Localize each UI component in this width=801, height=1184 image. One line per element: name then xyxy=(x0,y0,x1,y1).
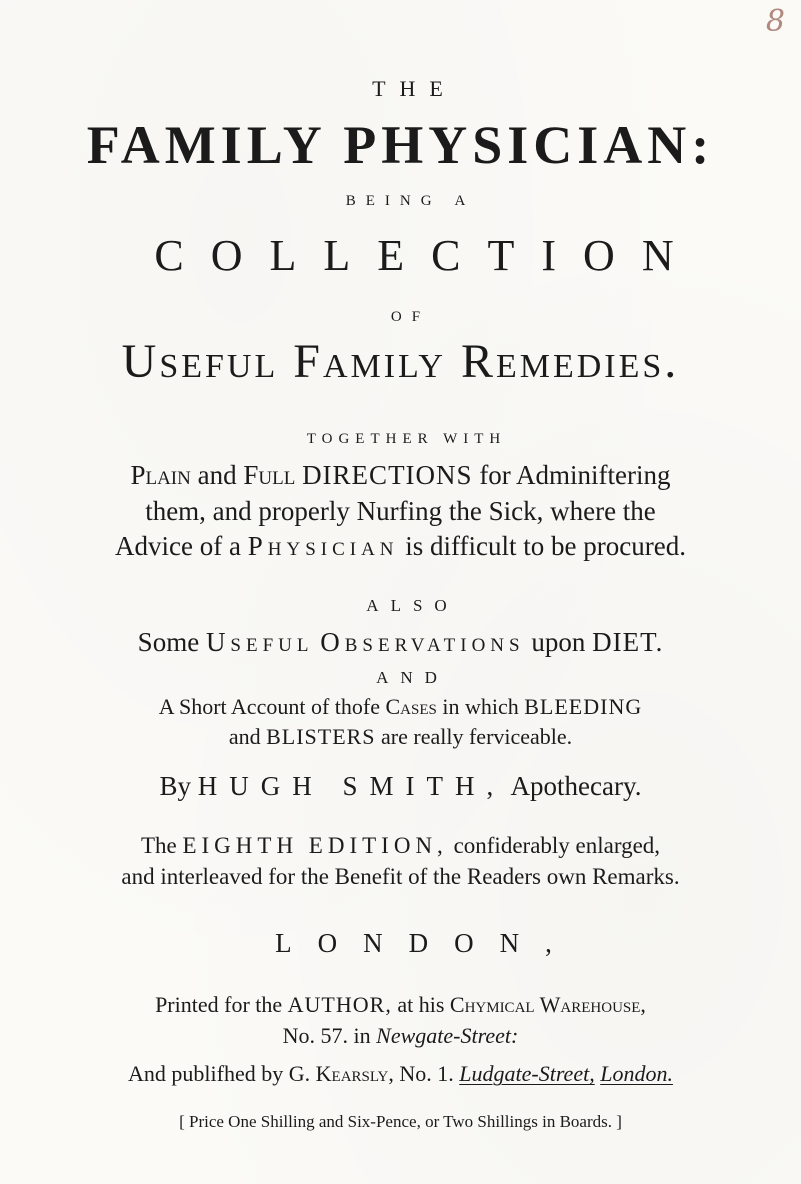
imprint-london: London. xyxy=(600,1061,673,1086)
physician-word: Physician xyxy=(247,531,399,561)
title-useful-family-remedies: Useful Family Remedies. xyxy=(121,335,680,388)
imprint-published-line xyxy=(0,1061,801,1087)
and-heading: AND xyxy=(376,668,449,687)
directions-line-1 xyxy=(0,460,801,491)
title-being-a: BEING A xyxy=(345,193,476,209)
some-word: Some xyxy=(137,627,200,657)
upon-word: upon xyxy=(531,627,586,657)
author-line xyxy=(0,771,801,802)
also-heading: ALSO xyxy=(366,596,459,615)
observations-line xyxy=(0,627,801,658)
edition-line-2: and interleaved for the Benefit of the Readers own Remarks. xyxy=(121,864,680,889)
price-line: [ Price One Shilling and Six-Pence, or Two Shillings in Boards. ] xyxy=(179,1112,622,1131)
useful-word: Useful xyxy=(205,627,314,657)
eighth-edition: EIGHTH EDITION, xyxy=(182,833,448,858)
full-word: Full xyxy=(243,460,296,490)
together-with: TOGETHER WITH xyxy=(306,431,507,447)
bleeding-word: BLEEDING xyxy=(524,694,643,719)
directions-word: DIRECTIONS xyxy=(302,460,473,490)
short-account-mid: in which xyxy=(442,694,519,719)
short-account-line-2-post: are really ferviceable. xyxy=(381,724,573,749)
author-word: AUTHOR, xyxy=(287,992,392,1017)
published-pre: And publifhed by G. xyxy=(128,1061,311,1086)
edition-the: The xyxy=(140,833,177,858)
title-of: OF xyxy=(390,309,431,325)
cases-word: Cases xyxy=(385,694,437,719)
imprint-city: LONDON, xyxy=(275,928,578,958)
no1: No. 1. xyxy=(399,1061,454,1086)
and-word: and xyxy=(197,460,237,490)
chymical-warehouse: Chymical Warehouse, xyxy=(449,992,646,1017)
author-profession: Apothecary. xyxy=(510,771,642,801)
short-account-line-2 xyxy=(0,724,801,750)
printed-mid: at his xyxy=(397,992,445,1017)
title-collection: COLLECTION xyxy=(154,231,701,280)
edition-line-1-post: confiderably enlarged, xyxy=(453,833,661,858)
directions-line-2: them, and properly Nurfing the Sick, where the xyxy=(145,496,656,526)
advice-post: is difficult to be procured. xyxy=(405,531,686,561)
title-family-physician: FAMILY PHYSICIAN: xyxy=(86,115,715,175)
ludgate-street: Ludgate-Street, xyxy=(459,1061,595,1086)
no57: No. 57. in xyxy=(282,1023,371,1048)
newgate-street: Newgate-Street: xyxy=(376,1023,519,1048)
short-account-line-1 xyxy=(0,694,801,720)
corner-pencil-mark: 8 xyxy=(765,4,785,39)
author-name: HUGH SMITH, xyxy=(197,771,506,801)
edition-line-1 xyxy=(0,833,801,859)
plain-word: Plain xyxy=(130,460,191,490)
title-the: THE xyxy=(372,76,457,101)
short-account-pre: A Short Account of thofe xyxy=(158,694,380,719)
imprint-newgate-line xyxy=(0,1023,801,1049)
blisters-word: BLISTERS xyxy=(266,724,376,749)
short-account-line-2-pre: and xyxy=(228,724,261,749)
observations-word: Observations xyxy=(320,627,525,657)
directions-line-3 xyxy=(0,531,801,562)
diet-word: DIET. xyxy=(592,627,664,657)
kearsly-name: Kearsly, xyxy=(315,1061,394,1086)
advice-pre: Advice of a xyxy=(115,531,241,561)
imprint-printed-line xyxy=(0,992,801,1018)
printed-pre: Printed for the xyxy=(155,992,283,1017)
directions-line-1-rest: for Adminiftering xyxy=(479,460,671,490)
by-word: By xyxy=(159,771,192,801)
